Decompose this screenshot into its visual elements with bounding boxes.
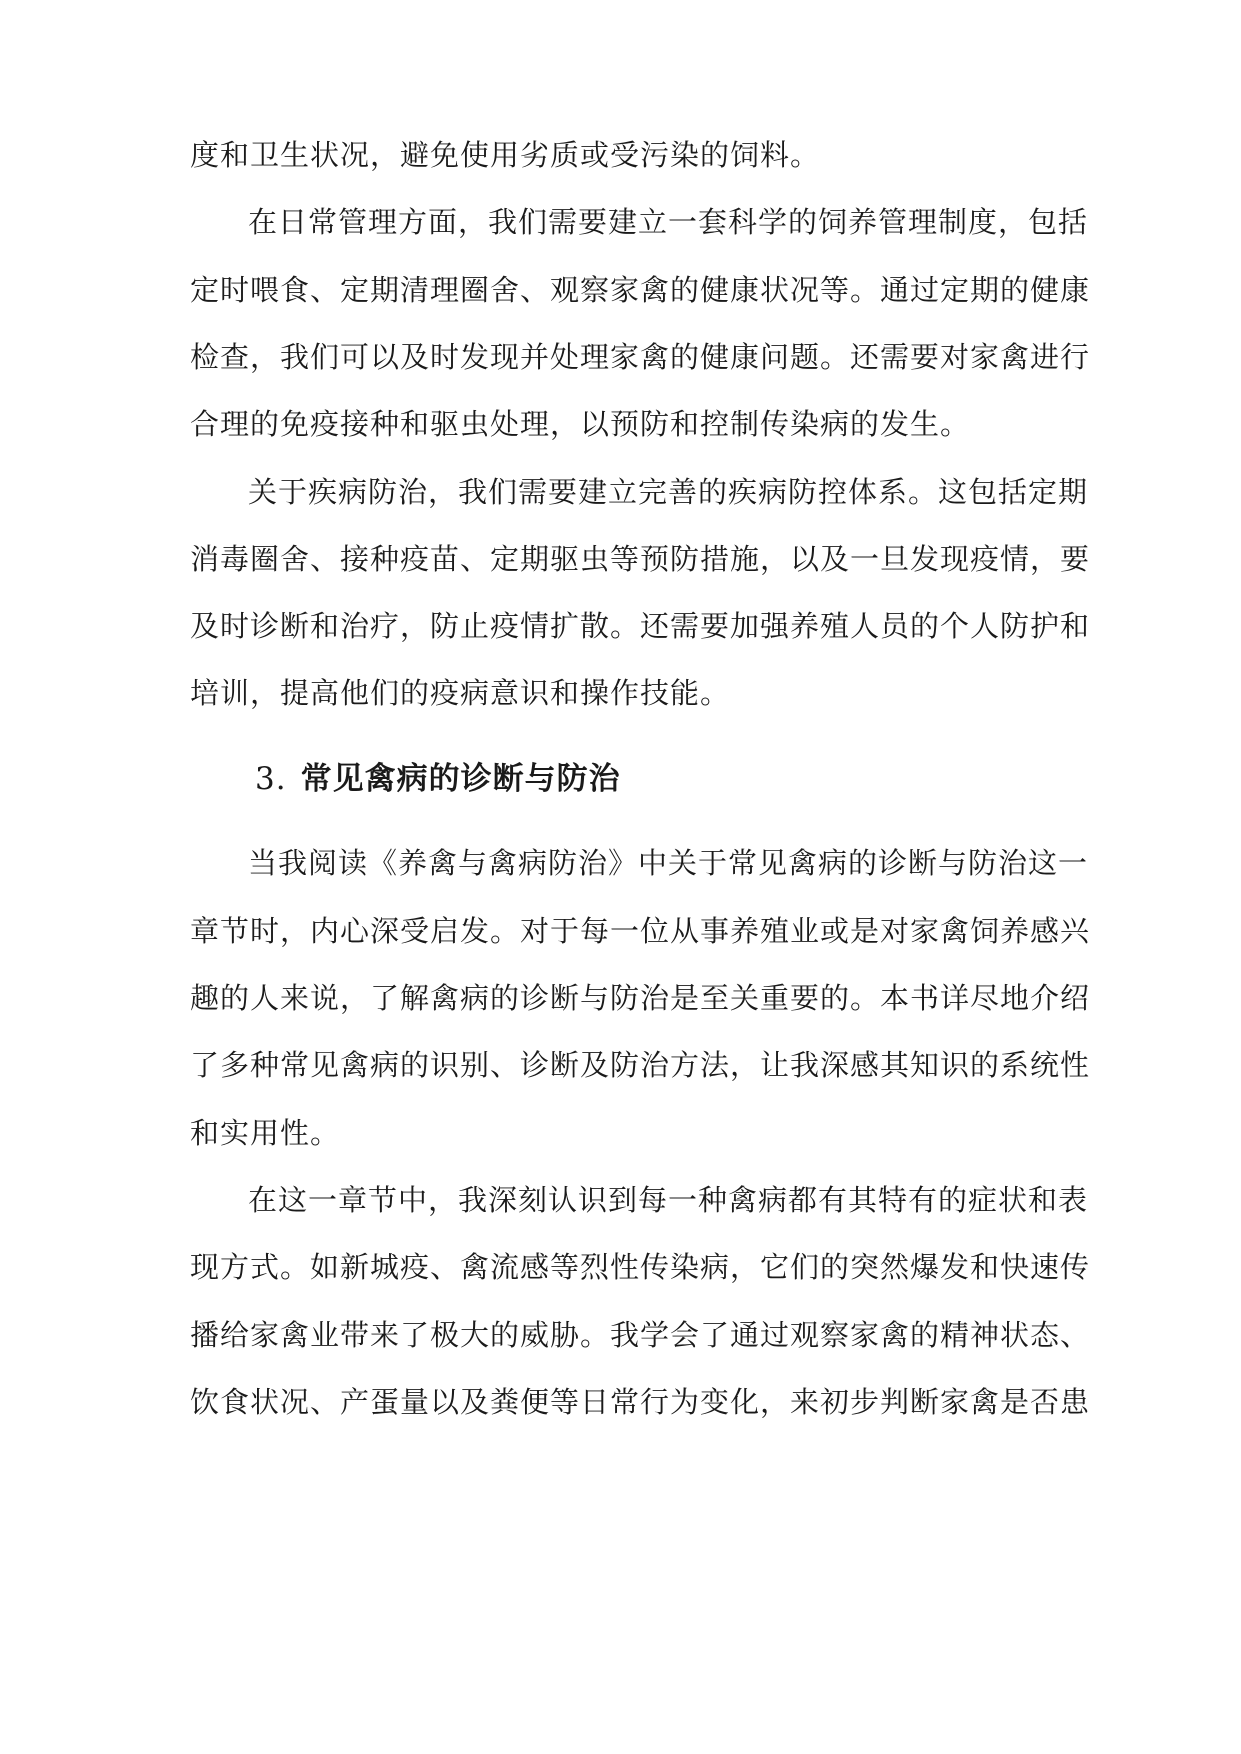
section-title: 常见禽病的诊断与防治 bbox=[300, 761, 621, 797]
text-line: 当我阅读《养禽与禽病防治》中关于常见禽病的诊断与防治这一 bbox=[248, 846, 1089, 880]
text-line: 播给家禽业带来了极大的威胁。我学会了通过观察家禽的精神状态、 bbox=[190, 1318, 1091, 1352]
text-line: 关于疾病防治，我们需要建立完善的疾病防控体系。这包括定期 bbox=[248, 475, 1089, 509]
text-line: 度和卫生状况，避免使用劣质或受污染的饲料。 bbox=[190, 138, 821, 172]
text-line: 合理的免疫接种和驱虫处理，以预防和控制传染病的发生。 bbox=[190, 407, 971, 441]
section-number: 3. bbox=[255, 761, 287, 797]
text-line: 在这一章节中，我深刻认识到每一种禽病都有其特有的症状和表 bbox=[248, 1183, 1089, 1217]
text-line: 定时喂食、定期清理圈舍、观察家禽的健康状况等。通过定期的健康 bbox=[190, 273, 1091, 307]
text-line: 趣的人来说，了解禽病的诊断与防治是至关重要的。本书详尽地介绍 bbox=[190, 981, 1091, 1015]
text-line: 培训，提高他们的疫病意识和操作技能。 bbox=[190, 676, 731, 710]
text-line: 了多种常见禽病的识别、诊断及防治方法，让我深感其知识的系统性 bbox=[190, 1048, 1091, 1082]
text-line: 现方式。如新城疫、禽流感等烈性传染病，它们的突然爆发和快速传 bbox=[190, 1250, 1091, 1284]
text-line: 及时诊断和治疗，防止疫情扩散。还需要加强养殖人员的个人防护和 bbox=[190, 609, 1091, 643]
text-line: 检查，我们可以及时发现并处理家禽的健康问题。还需要对家禽进行 bbox=[190, 340, 1091, 374]
text-line: 饮食状况、产蛋量以及粪便等日常行为变化，来初步判断家禽是否患 bbox=[190, 1385, 1091, 1419]
text-line: 和实用性。 bbox=[190, 1116, 341, 1150]
text-line: 章节时，内心深受启发。对于每一位从事养殖业或是对家禽饲养感兴 bbox=[190, 914, 1091, 948]
text-line: 消毒圈舍、接种疫苗、定期驱虫等预防措施，以及一旦发现疫情，要 bbox=[190, 542, 1091, 576]
section-heading bbox=[255, 758, 621, 800]
text-line: 在日常管理方面，我们需要建立一套科学的饲养管理制度，包括 bbox=[248, 205, 1089, 239]
